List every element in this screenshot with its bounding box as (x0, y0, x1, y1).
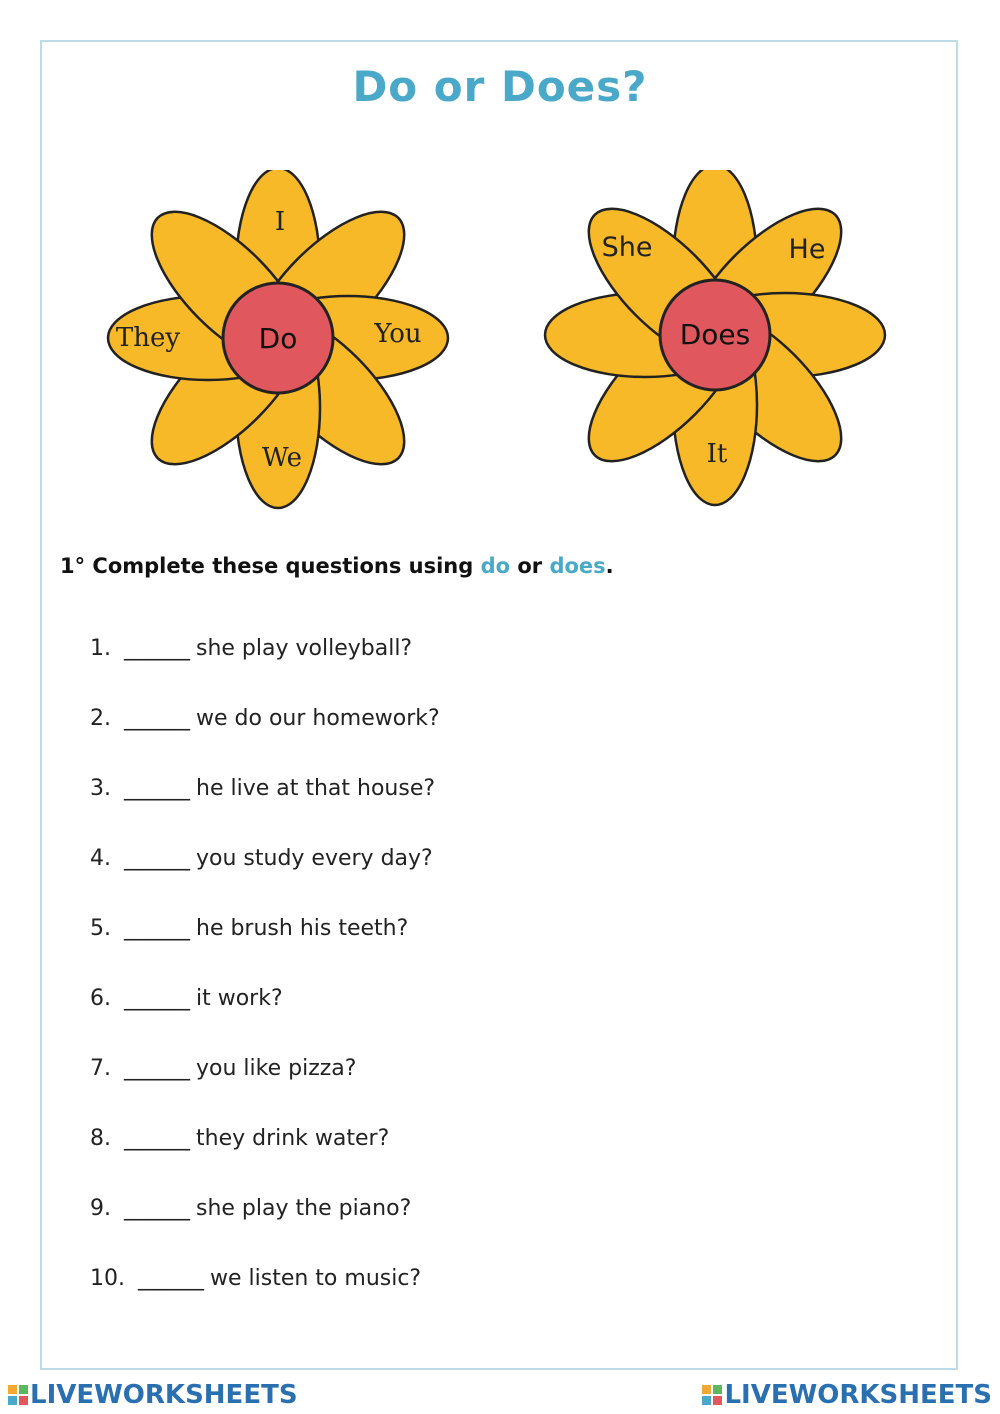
petal-label-i: I (274, 207, 286, 237)
flower-do (98, 170, 458, 510)
question-number: 9. (90, 1196, 111, 1221)
flower-center-does: Does (679, 318, 751, 351)
question-text: you study every day? (196, 846, 433, 871)
footer-logo-right (702, 1380, 992, 1410)
question-item (90, 1126, 440, 1196)
answer-blank[interactable]: ______ (124, 1126, 190, 1151)
question-number: 6. (90, 986, 111, 1011)
instruction-prefix: 1° Complete these questions using (60, 554, 481, 578)
petal-label-she: She (601, 232, 653, 263)
flower-does (535, 170, 895, 510)
question-list (90, 636, 440, 1336)
question-text: he live at that house? (196, 776, 436, 801)
flower-does-graphic (535, 170, 895, 510)
exercise-instruction (60, 554, 614, 578)
question-item (90, 706, 440, 776)
question-number: 7. (90, 1056, 111, 1081)
liveworksheets-logo-icon (702, 1385, 722, 1405)
question-text: you like pizza? (196, 1056, 357, 1081)
instruction-suffix: . (605, 554, 614, 578)
question-number: 2. (90, 706, 111, 731)
instruction-mid: or (510, 554, 550, 578)
question-item (90, 1196, 440, 1266)
question-text: we do our homework? (196, 706, 440, 731)
petal-label-they: They (115, 323, 181, 353)
question-item (90, 916, 440, 986)
petal-label-you: You (374, 319, 422, 349)
question-item (90, 776, 440, 846)
flower-center-do: Do (258, 322, 298, 355)
answer-blank[interactable]: ______ (124, 986, 190, 1011)
question-text: she play volleyball? (196, 636, 413, 661)
question-number: 8. (90, 1126, 111, 1151)
petal-label-it: It (706, 439, 728, 469)
question-text: it work? (196, 986, 283, 1011)
question-item (90, 846, 440, 916)
answer-blank[interactable]: ______ (124, 1056, 190, 1081)
question-text: she play the piano? (196, 1196, 412, 1221)
question-number: 4. (90, 846, 111, 871)
question-item (90, 986, 440, 1056)
flower-do-graphic (98, 170, 458, 510)
petal-label-we: We (262, 443, 302, 473)
instruction-keyword-do: do (480, 554, 511, 578)
question-item (90, 1266, 440, 1336)
question-number: 5. (90, 916, 111, 941)
question-text: they drink water? (196, 1126, 390, 1151)
page-title: Do or Does? (352, 62, 648, 111)
answer-blank[interactable]: ______ (124, 706, 190, 731)
question-text: he brush his teeth? (196, 916, 409, 941)
question-number: 1. (90, 636, 111, 661)
question-item (90, 1056, 440, 1126)
footer-brand-left: LIVEWORKSHEETS (30, 1380, 298, 1410)
question-item (90, 636, 440, 706)
answer-blank[interactable]: ______ (124, 776, 190, 801)
question-text: we listen to music? (210, 1266, 422, 1291)
answer-blank[interactable]: ______ (124, 916, 190, 941)
question-number: 10. (90, 1266, 125, 1291)
answer-blank[interactable]: ______ (124, 636, 190, 661)
instruction-keyword-does: does (549, 554, 606, 578)
footer-brand-right: LIVEWORKSHEETS (724, 1380, 992, 1410)
liveworksheets-logo-icon (8, 1385, 28, 1405)
footer-logo-left (8, 1380, 298, 1410)
question-number: 3. (90, 776, 111, 801)
answer-blank[interactable]: ______ (124, 846, 190, 871)
answer-blank[interactable]: ______ (124, 1196, 190, 1221)
answer-blank[interactable]: ______ (138, 1266, 204, 1291)
petal-label-he: He (788, 234, 826, 265)
